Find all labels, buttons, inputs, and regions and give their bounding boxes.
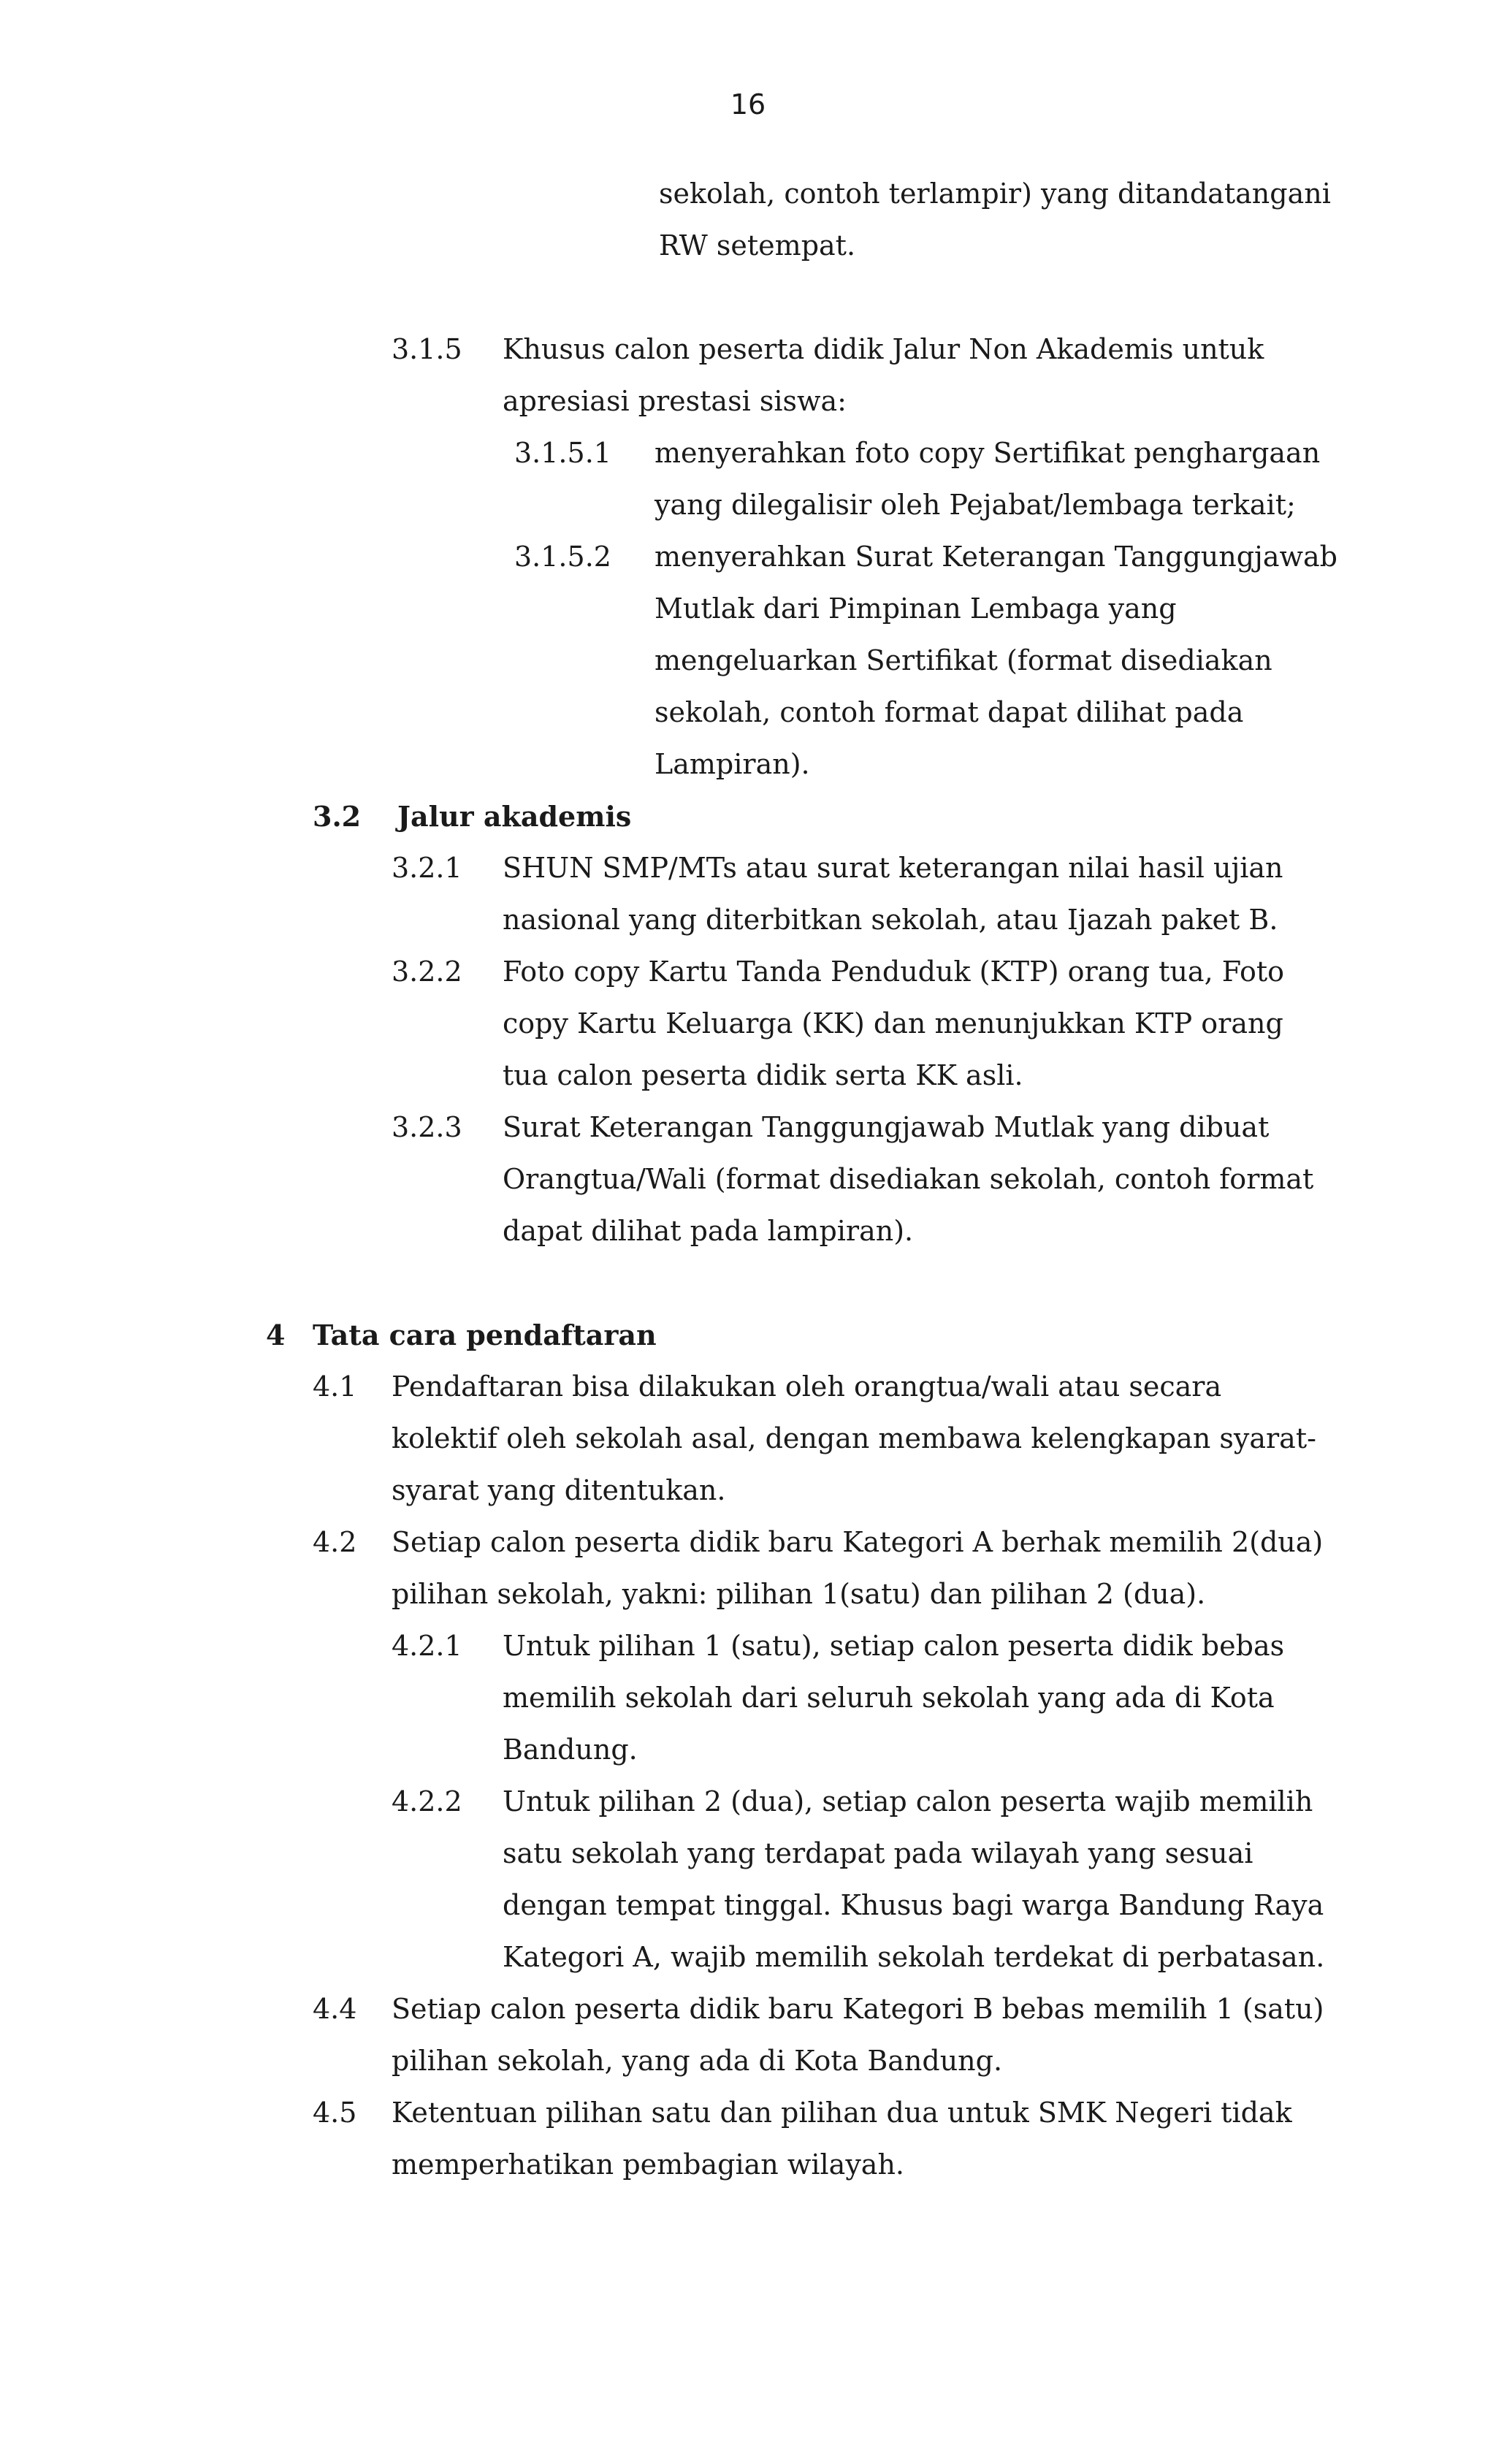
item-4-4-line-1: Setiap calon peserta didik baru Kategori B bebas memilih 1 (satu) (392, 1993, 1324, 2025)
item-number-3-2-2: 3.2.2 (392, 956, 462, 988)
section-heading-tata-cara: Tata cara pendaftaran (313, 1319, 657, 1351)
item-4-2-2-line-3: dengan tempat tinggal. Khusus bagi warga Bandung Raya (503, 1889, 1324, 1921)
item-4-5-line-2: memperhatikan pembagian wilayah. (392, 2148, 904, 2181)
item-3-2-2-line-2: copy Kartu Keluarga (KK) dan menunjukkan KTP orang (503, 1007, 1283, 1040)
section-number-3-2: 3.2 (313, 800, 362, 833)
item-3-1-5-2-line-2: Mutlak dari Pimpinan Lembaga yang (654, 592, 1177, 625)
item-4-2-2-line-1: Untuk pilihan 2 (dua), setiap calon peserta wajib memilih (503, 1785, 1313, 1818)
item-4-1-line-3: syarat yang ditentukan. (392, 1474, 726, 1506)
item-3-2-2-line-3: tua calon peserta didik serta KK asli. (503, 1059, 1023, 1091)
continuation-line-1: sekolah, contoh terlampir) yang ditandatangani (659, 178, 1331, 210)
item-4-2-line-2: pilihan sekolah, yakni: pilihan 1(satu) dan pilihan 2 (dua). (392, 1578, 1206, 1610)
item-number-3-1-5-1: 3.1.5.1 (514, 437, 611, 469)
item-number-4-2-2: 4.2.2 (392, 1785, 462, 1818)
item-number-4-2: 4.2 (313, 1526, 357, 1558)
item-number-3-1-5-2: 3.1.5.2 (514, 541, 611, 573)
item-3-2-2-line-1: Foto copy Kartu Tanda Penduduk (KTP) orang tua, Foto (503, 956, 1285, 988)
section-heading-jalur-akademis: Jalur akademis (397, 800, 632, 833)
page-number: 16 (730, 88, 766, 121)
item-3-1-5-line-2: apresiasi prestasi siswa: (503, 385, 847, 417)
item-number-4-1: 4.1 (313, 1370, 357, 1403)
item-3-1-5-2-line-5: Lampiran). (654, 748, 810, 780)
item-3-1-5-line-1: Khusus calon peserta didik Jalur Non Akademis untuk (503, 333, 1264, 365)
item-number-3-1-5: 3.1.5 (392, 333, 462, 365)
item-3-2-3-line-2: Orangtua/Wali (format disediakan sekolah, contoh format (503, 1163, 1314, 1195)
item-number-4-5: 4.5 (313, 2097, 357, 2129)
item-number-4-4: 4.4 (313, 1993, 357, 2025)
item-number-4-2-1: 4.2.1 (392, 1630, 462, 1662)
continuation-line-2: RW setempat. (659, 229, 856, 262)
item-3-1-5-1-line-1: menyerahkan foto copy Sertifikat penghargaan (654, 437, 1321, 469)
item-3-2-1-line-1: SHUN SMP/MTs atau surat keterangan nilai hasil ujian (503, 852, 1283, 884)
item-4-2-1-line-3: Bandung. (503, 1733, 638, 1766)
item-4-1-line-1: Pendaftaran bisa dilakukan oleh orangtua/wali atau secara (392, 1370, 1222, 1403)
item-4-4-line-2: pilihan sekolah, yang ada di Kota Bandung. (392, 2045, 1003, 2077)
item-4-2-1-line-2: memilih sekolah dari seluruh sekolah yang ada di Kota (503, 1682, 1275, 1714)
item-number-3-2-3: 3.2.3 (392, 1111, 462, 1143)
item-3-2-3-line-3: dapat dilihat pada lampiran). (503, 1215, 914, 1247)
item-4-1-line-2: kolektif oleh sekolah asal, dengan membawa kelengkapan syarat- (392, 1422, 1316, 1454)
item-3-1-5-2-line-1: menyerahkan Surat Keterangan Tanggungjawab (654, 541, 1337, 573)
item-number-3-2-1: 3.2.1 (392, 852, 462, 884)
item-3-1-5-1-line-2: yang dilegalisir oleh Pejabat/lembaga terkait; (654, 489, 1296, 521)
item-4-2-2-line-2: satu sekolah yang terdapat pada wilayah yang sesuai (503, 1837, 1253, 1869)
section-number-4: 4 (266, 1319, 286, 1351)
item-4-2-line-1: Setiap calon peserta didik baru Kategori A berhak memilih 2(dua) (392, 1526, 1324, 1558)
item-3-2-1-line-2: nasional yang diterbitkan sekolah, atau Ijazah paket B. (503, 904, 1278, 936)
item-3-2-3-line-1: Surat Keterangan Tanggungjawab Mutlak yang dibuat (503, 1111, 1270, 1143)
item-3-1-5-2-line-3: mengeluarkan Sertifikat (format disediakan (654, 644, 1272, 676)
item-4-2-1-line-1: Untuk pilihan 1 (satu), setiap calon peserta didik bebas (503, 1630, 1285, 1662)
item-3-1-5-2-line-4: sekolah, contoh format dapat dilihat pada (654, 696, 1244, 728)
item-4-5-line-1: Ketentuan pilihan satu dan pilihan dua untuk SMK Negeri tidak (392, 2097, 1292, 2129)
item-4-2-2-line-4: Kategori A, wajib memilih sekolah terdekat di perbatasan. (503, 1941, 1325, 1973)
